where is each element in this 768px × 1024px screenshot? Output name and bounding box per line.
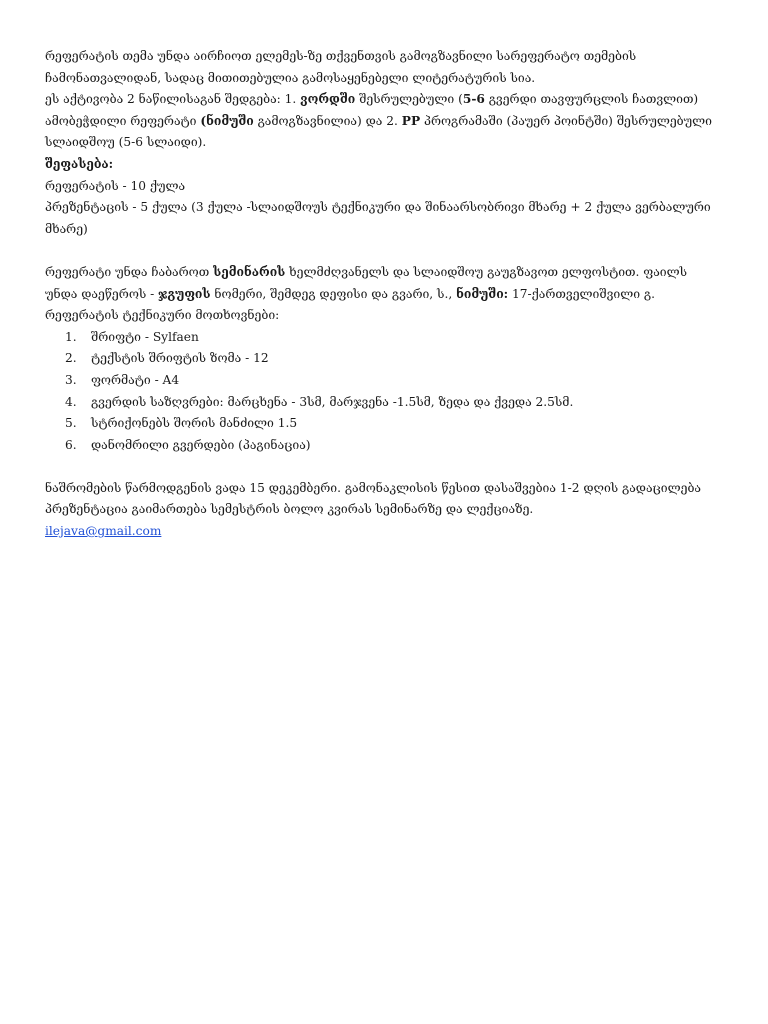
submission-line-2-c: ნომერი, შემდეგ დეფისი და გვარი, ს., — [210, 286, 457, 301]
pp-label: PP — [401, 113, 421, 128]
list-item-number: 6. — [65, 437, 77, 452]
submission-line-2-a: უნდა დაეწეროს - — [45, 286, 159, 301]
list-item-text: შრიფტი - Sylfaen — [91, 329, 199, 344]
email-link[interactable]: ilejava@gmail.com — [45, 524, 162, 539]
intro-line-2: ჩამონათვალიდან, სადაც მითითებულია გამოსაყენებელი ლიტერატურის სია. — [45, 70, 536, 85]
intro-line-1: რეფერატის თემა უნდა აირჩიოთ ელემეს-ზე თქვენთვის გამოგზავნილი სარეფერატო თემების — [45, 49, 637, 63]
list-item-number: 4. — [65, 394, 77, 409]
list-item — [65, 327, 735, 349]
list-item — [65, 392, 735, 414]
list-item-number: 2. — [65, 351, 77, 366]
submission-line-1-c: ხელმძღვანელს და სლაიდშოუ გაუგზავოთ ელფოსტით. ფაილს — [285, 264, 688, 279]
submission-line-3: რეფერატის ტექნიკური მოთხოვნები: — [45, 308, 280, 323]
deadline-line-2: პრეზენტაცია გაიმართება სემესტრის ბოლო კვირას სემინარზე და ლექციაზე. — [45, 502, 534, 517]
intro-line-3 — [45, 89, 735, 111]
list-item — [65, 413, 735, 435]
list-item — [65, 348, 735, 370]
grading-line-2a: პრეზენტაცის - 5 ქულა (3 ქულა -სლაიდშოუს ტექნიკური და შინაარსობრივი მხარე + 2 ქულა ვერბალური — [45, 200, 711, 215]
grading-heading-text: შეფასება: — [45, 156, 114, 171]
list-item-text: სტრიქონებს შორის მანძილი 1.5 — [91, 416, 298, 431]
sample-label: (ნიმუში — [200, 113, 254, 128]
requirements-list — [45, 327, 735, 457]
deadline-line-1: ნაშრომების წარმოდგენის ვადა 15 დეკემბერი. გამონაკლისის წესით დასაშვებია 1-2 დღის გადაცილება — [45, 480, 701, 495]
contact-line — [45, 521, 735, 543]
page-count: 5-6 — [462, 92, 485, 107]
group-label: ჯგუფის — [158, 286, 211, 301]
list-item-number: 1. — [65, 329, 77, 344]
grading-line-1: რეფერატის - 10 ქულა — [45, 178, 186, 193]
list-item-text: ტექსტის შრიფტის ზომა - 12 — [91, 351, 269, 366]
grading-heading — [45, 154, 735, 176]
submission-line-2 — [45, 284, 735, 306]
seminar-label: სემინარის — [213, 264, 286, 279]
submission-line-1-a: რეფერატი უნდა ჩაბაროთ — [45, 264, 214, 279]
intro-line-4-a: ამობეჭდილი რეფერატი — [45, 113, 201, 128]
list-item — [65, 435, 735, 457]
intro-line-4 — [45, 111, 735, 133]
intro-line-4-e: პროგრამაში (პაუერ პოინტში) შესრულებული — [420, 113, 712, 128]
example-label: ნიმუში: — [456, 286, 509, 301]
document-page — [45, 46, 735, 543]
intro-line-3-c: შესრულებული ( — [355, 92, 463, 107]
spacer — [45, 456, 735, 478]
intro-line-5: სლაიდშოუ (5-6 სლაიდი). — [45, 135, 207, 150]
word-label: ვორდში — [300, 92, 356, 107]
intro-line-3-a: ეს აქტივობა 2 ნაწილისაგან შედგება: 1. — [45, 92, 301, 107]
list-item — [65, 370, 735, 392]
intro-line-3-e: გვერდი თავფურცლის ჩათვლით) — [484, 92, 699, 107]
grading-line-2b: მხარე) — [45, 221, 88, 236]
submission-line-2-e: 17-ქართველიშვილი გ. — [508, 286, 655, 301]
list-item-text: ფორმატი - A4 — [91, 372, 180, 387]
intro-line-4-c: გამოგზავნილია) და 2. — [253, 113, 402, 128]
spacer — [45, 240, 735, 262]
list-item-text: გვერდის საზღვრები: მარცხენა - 3სმ, მარჯვენა -1.5სმ, ზედა და ქვედა 2.5სმ. — [91, 394, 574, 409]
list-item-number: 3. — [65, 372, 77, 387]
list-item-number: 5. — [65, 416, 77, 431]
list-item-text: დანომრილი გვერდები (პაგინაცია) — [91, 437, 311, 452]
submission-line-1 — [45, 262, 735, 284]
